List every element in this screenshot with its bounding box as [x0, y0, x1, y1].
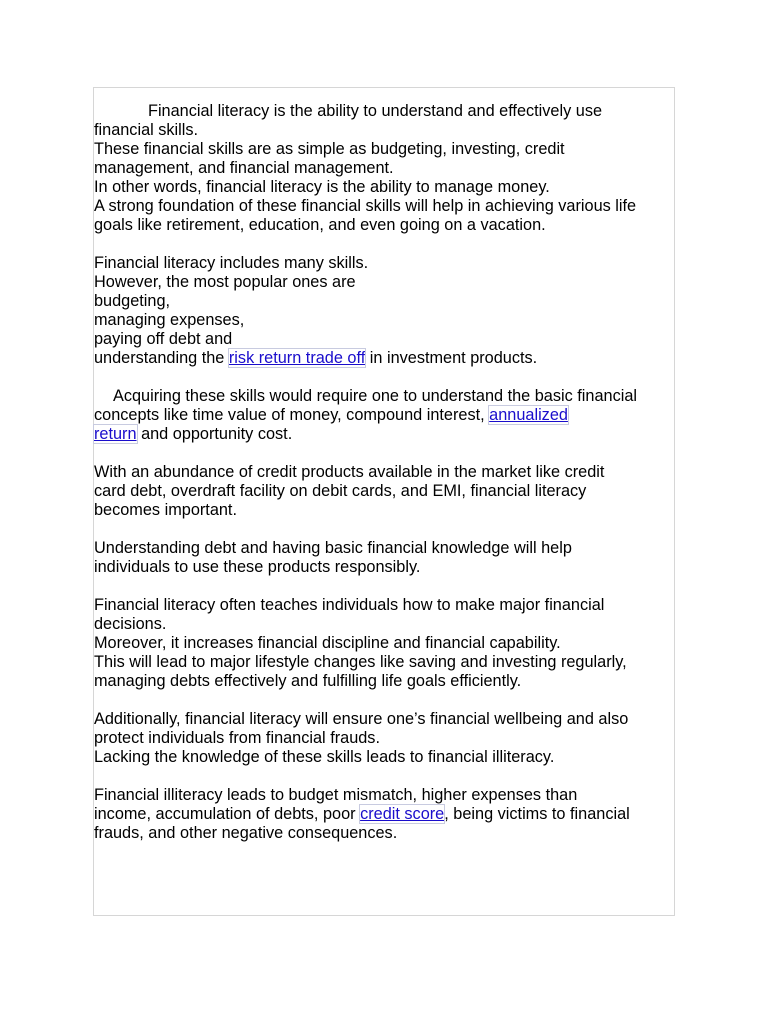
text-line: paying off debt and: [94, 330, 233, 348]
text-line: [94, 805, 680, 824]
text-line: decisions.: [94, 615, 167, 633]
text-line: managing expenses,: [94, 311, 245, 329]
text-line: [94, 406, 680, 425]
text-line: goals like retirement, education, and even going on a vacation.: [94, 216, 546, 234]
text-line: These financial skills are as simple as budgeting, investing, credit: [94, 140, 565, 158]
text-fragment: and opportunity cost.: [136, 425, 293, 443]
text-line: Understanding debt and having basic financial knowledge will help: [94, 539, 572, 557]
text-line: With an abundance of credit products available in the market like credit: [94, 463, 605, 481]
text-fragment: , being victims to financial: [444, 805, 630, 823]
credit-score-link[interactable]: credit score: [360, 805, 445, 823]
annualized-return-link[interactable]: annualized: [489, 406, 568, 424]
text-line: frauds, and other negative consequences.: [94, 824, 398, 842]
text-line: Lacking the knowledge of these skills leads to financial illiteracy.: [94, 748, 555, 766]
paragraph-gap: [94, 444, 680, 463]
paragraph-gap: [94, 235, 680, 254]
text-line: managing debts effectively and fulfilling life goals efficiently.: [94, 672, 522, 690]
paragraph-gap: [94, 577, 680, 596]
text-line: Financial literacy includes many skills.: [94, 254, 369, 272]
paragraph-gap: [94, 767, 680, 786]
text-line: Financial literacy often teaches individuals how to make major financial: [94, 596, 605, 614]
text-line: Acquiring these skills would require one to understand the basic financial: [113, 387, 638, 405]
paragraph-gap: [94, 520, 680, 539]
text-line: [94, 349, 680, 368]
text-line: financial skills.: [94, 121, 199, 139]
annualized-return-link-continued[interactable]: return: [94, 425, 137, 443]
text-line: Additionally, financial literacy will ensure one’s financial wellbeing and also: [94, 710, 629, 728]
document-body: [94, 102, 680, 843]
risk-return-trade-off-link[interactable]: risk return trade off: [228, 349, 366, 367]
text-line: However, the most popular ones are: [94, 273, 356, 291]
paragraph-gap: [94, 691, 680, 710]
text-line: Financial literacy is the ability to understand and effectively use: [148, 102, 603, 120]
text-line: protect individuals from financial frauds.: [94, 729, 380, 747]
document-page: [93, 87, 675, 916]
text-line: Moreover, it increases financial discipline and financial capability.: [94, 634, 561, 652]
text-line: management, and financial management.: [94, 159, 394, 177]
text-line: In other words, financial literacy is the ability to manage money.: [94, 178, 550, 196]
text-fragment: in investment products.: [365, 349, 538, 367]
text-line: becomes important.: [94, 501, 237, 519]
text-line: Financial illiteracy leads to budget mismatch, higher expenses than: [94, 786, 578, 804]
text-fragment: concepts like time value of money, compound interest,: [94, 406, 490, 424]
text-line: individuals to use these products responsibly.: [94, 558, 421, 576]
text-line: A strong foundation of these financial skills will help in achieving various life: [94, 197, 637, 215]
paragraph-gap: [94, 368, 680, 387]
text-fragment: income, accumulation of debts, poor: [94, 805, 361, 823]
text-fragment: understanding the: [94, 349, 229, 367]
text-line: card debt, overdraft facility on debit cards, and EMI, financial literacy: [94, 482, 587, 500]
text-line: budgeting,: [94, 292, 171, 310]
text-line: [94, 425, 680, 444]
text-line: This will lead to major lifestyle changes like saving and investing regularly,: [94, 653, 627, 671]
